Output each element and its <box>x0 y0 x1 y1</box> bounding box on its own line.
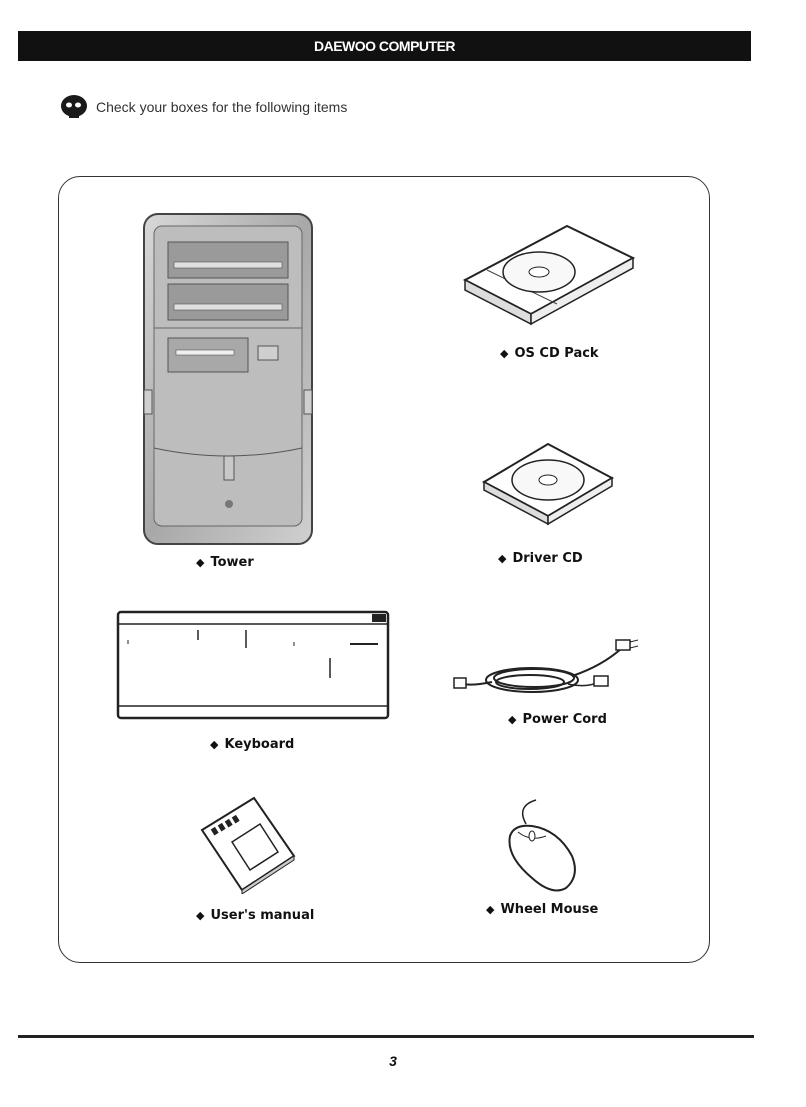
diamond-bullet-icon: ◆ <box>486 903 495 916</box>
os-cd-pack-label: OS CD Pack <box>514 346 599 361</box>
diamond-bullet-icon: ◆ <box>196 556 205 569</box>
tower-item <box>140 212 316 553</box>
wheel-mouse-caption <box>486 902 598 917</box>
tower-icon <box>140 212 316 548</box>
users-manual-label: User's manual <box>210 908 315 923</box>
users-manual-item <box>198 794 298 899</box>
power-cord-label: Power Cord <box>522 712 607 727</box>
driver-cd-item <box>478 438 618 533</box>
diamond-bullet-icon: ◆ <box>498 552 507 565</box>
keyboard-caption <box>210 737 294 752</box>
diamond-bullet-icon: ◆ <box>500 347 509 360</box>
page-number: 3 <box>389 1053 397 1069</box>
cd-case-icon <box>478 438 618 528</box>
keyboard-label: Keyboard <box>224 737 295 752</box>
keyboard-icon <box>116 610 390 722</box>
diamond-bullet-icon: ◆ <box>508 713 517 726</box>
round-bullet-icon <box>60 94 90 120</box>
driver-cd-label: Driver CD <box>512 551 583 566</box>
diamond-bullet-icon: ◆ <box>210 738 219 751</box>
driver-cd-caption <box>498 551 583 566</box>
page-header-bar <box>18 31 751 61</box>
instruction-line <box>60 94 347 120</box>
manual-icon <box>198 794 298 894</box>
keyboard-item <box>116 610 390 727</box>
os-cd-pack-item <box>457 218 637 333</box>
instruction-text: Check your boxes for the following items <box>96 99 348 115</box>
power-cord-caption <box>508 712 607 727</box>
tower-label: Tower <box>210 555 254 570</box>
users-manual-caption <box>196 908 314 923</box>
diamond-bullet-icon: ◆ <box>196 909 205 922</box>
cd-pack-icon <box>457 218 637 328</box>
power-cord-item <box>452 636 642 711</box>
footer-rule <box>18 1035 754 1038</box>
mouse-icon <box>496 796 586 896</box>
header-title: DAEWOO COMPUTER <box>313 38 456 54</box>
power-cord-icon <box>452 636 642 706</box>
wheel-mouse-label: Wheel Mouse <box>500 902 599 917</box>
wheel-mouse-item <box>496 796 586 901</box>
tower-caption <box>196 555 254 570</box>
os-cd-pack-caption <box>500 346 599 361</box>
